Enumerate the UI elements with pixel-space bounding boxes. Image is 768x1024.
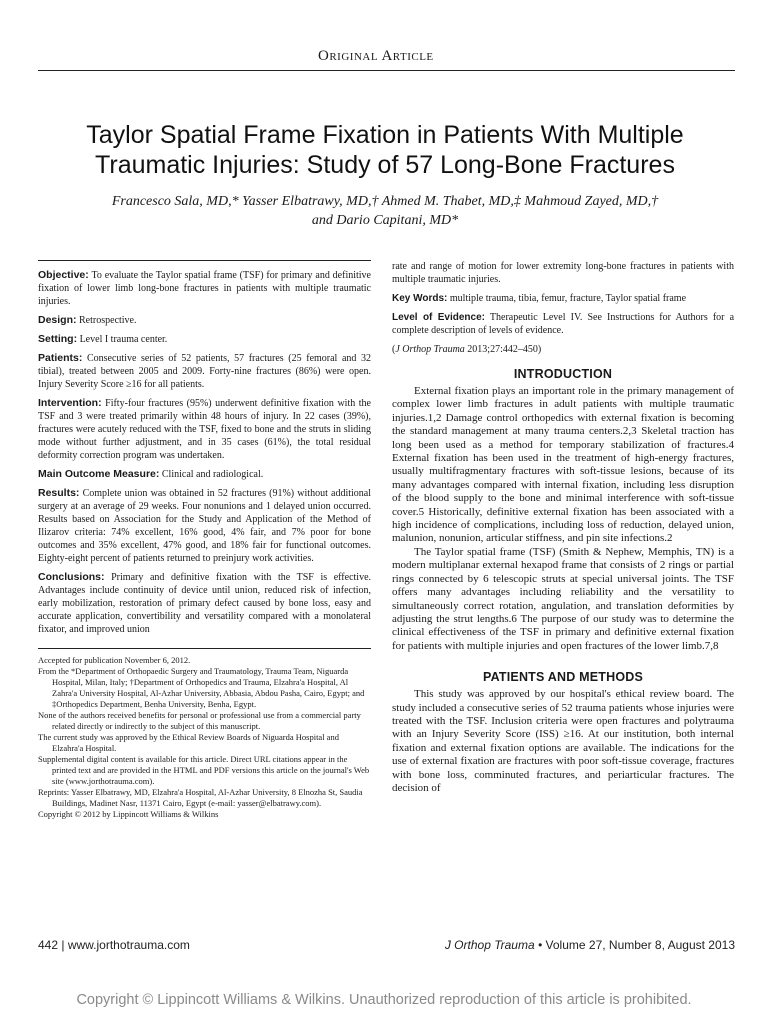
abstract-level: [392, 311, 734, 337]
footer-issue: Volume 27, Number 8, August 2013: [545, 938, 735, 952]
abstract-objective: [38, 269, 371, 308]
intervention-label: Intervention:: [38, 397, 102, 409]
intervention-text: Fifty-four fractures (95%) underwent definitive fixation with the TSF and 3 were treated primarily within 48 hours of injury. In 22 cases (39%), fractures were acutely reduced with the TSF, fixed to bone and the struts in sliding mode without further adjustment, and in 35 cases (61%), the total residual deformity correction program was undertaken.: [38, 398, 371, 461]
footnotes: [38, 655, 371, 820]
title-line-1: Taylor Spatial Frame Fixation in Patients With Multiple: [86, 121, 684, 149]
citation-rest: 2013;27:442–450): [464, 344, 542, 355]
footnote-conflicts: None of the authors received benefits for personal or professional use from a commercial party related directly or indirectly to the subject of this manuscript.: [38, 710, 361, 731]
introduction-heading: INTRODUCTION: [513, 367, 613, 381]
footer-journal: J Orthop Trauma: [444, 938, 535, 952]
abstract-continuation: rate and range of motion for lower extremity long-bone fractures in patients with multiple traumatic injuries.: [392, 261, 734, 285]
outcome-text: Clinical and radiological.: [161, 469, 264, 480]
results-label: Results:: [38, 487, 80, 499]
citation-journal: J Orthop Trauma: [395, 344, 465, 355]
design-text: Retrospective.: [79, 315, 137, 326]
methods-paragraph-1: This study was approved by our hospital's ethical review board. The study included a consecutive series of 52 trauma patients whose injuries were treated with the TSF. Inclusion criteria were open fractures and polytrauma with an Injury Severity Score (ISS) ≥16. At our institution, both internal fixation and external fixation options are available. The indications for the use of external fixation are fractures with poor soft-tissue coverage, fractures with bone loss, comminuted fractures, and periarticular fractures. The decision of: [392, 688, 734, 794]
footnote-supplemental: Supplemental digital content is available for this article. Direct URL citations appear in the printed text and are provided in the HTML and PDF versions this article on the journal's Web site (www.jorthotrauma.com).: [38, 754, 370, 786]
abstract-box: [38, 260, 371, 649]
conclusions-text: Primary and definitive fixation with the TSF is effective. Advantages include continuity of device until union, reduced risk of infection, early mobilization, restoration of primary defect caused by bone loss, easy and accurate application, convertibility and versatility compared with a monolateral fixator, and improved union: [38, 572, 372, 635]
abstract-keywords: [392, 292, 734, 305]
abstract-citation: (J Orthop Trauma 2013;27:442–450): [392, 344, 542, 355]
introduction-paragraph-1: External fixation plays an important role in the primary management of complex lower limb fractures in adult patients with multiple traumatic injuries.1,2 Damage control orthopedics with external fixation is becoming the standard management at many trauma centers.2,3 Skeletal traction has long been used as a method for temporary stabilization of fractures.4 External fixation has been used in the treatment of high-energy fractures, usually multifragmentary fractures with soft-tissue lesions, because of its many advantages compared with internal fixation, including less disruption of the blood supply to the bone and minimal interference with soft-tissue cover.5 Historically, definitive external fixation has been associated with a high incidence of complications, including loss of reduction, delayed union, malunion, nonunion, articular stiffness, and pin site infections.2: [392, 385, 734, 545]
setting-text: Level I trauma center.: [79, 334, 168, 345]
keywords-label: Key Words:: [392, 293, 448, 304]
abstract-outcome: [38, 468, 371, 481]
level-text: Therapeutic Level IV. See Instructions for Authors for a complete description of levels of evidence.: [392, 312, 735, 336]
page-number: 442: [38, 938, 59, 952]
keywords-text: multiple trauma, tibia, femur, fracture, Taylor spatial frame: [449, 293, 687, 304]
abstract-patients: [38, 352, 371, 391]
methods-heading: PATIENTS AND METHODS: [482, 670, 644, 685]
conclusions-label: Conclusions:: [38, 571, 105, 583]
abstract-results: [38, 487, 371, 565]
abstract-intervention: [38, 397, 371, 462]
introduction-paragraph-2: The Taylor spatial frame (TSF) (Smith & Nephew, Memphis, TN) is a modern multiplanar external hexapod frame that consists of 2 rings or partial rings connected by 6 telescopic struts at special universal joints. The TSF offers many advantages including reliability and the versatility to simultaneously correct rotation, angulation, and translation deformities by adjusting the strut lengths.6 The purpose of our study was to determine the clinical effectiveness of the TSF in primary and definitive external fixation for patients with multiple injuries and open fractures of the lower limb.7,8: [392, 545, 734, 652]
objective-text: To evaluate the Taylor spatial frame (TSF) for primary and definitive fixation of lower limb long-bone fractures in patients with multiple traumatic injuries.: [38, 270, 371, 307]
abstract-design: [38, 314, 371, 327]
methods-body: [392, 688, 734, 795]
footnote-reprints: Reprints: Yasser Elbatrawy, MD, Elzahra'a Hospital, Al-Azhar University, 8 Elnozha St, Saudia Buildings, Madinet Nasr, 11371 Cairo, Egypt (e-mail: yasser@elbatrawy.com).: [38, 787, 363, 808]
footnote-ethics: The current study was approved by the Ethical Review Boards of Niguarda Hospital and Elzahra'a Hospital.: [38, 732, 339, 753]
introduction-body: [392, 385, 734, 653]
copyright-notice: Copyright © Lippincott Williams & Wilkins. Unauthorized reproduction of this article is prohibited.: [76, 992, 692, 1008]
abstract-conclusions: [38, 571, 371, 636]
footnote-copyright: Copyright © 2012 by Lippincott Williams & Wilkins: [38, 809, 219, 819]
left-column: [38, 260, 371, 820]
footer-left: [38, 938, 190, 952]
right-column: [392, 260, 734, 795]
section-header: Original Article: [318, 48, 434, 64]
article-title: [40, 120, 730, 180]
outcome-label: Main Outcome Measure:: [38, 468, 160, 480]
patients-label: Patients:: [38, 352, 83, 364]
results-text: Complete union was obtained in 52 fractures (91%) without additional surgery at an average of 29 weeks. Four nonunions and 1 delayed union occurred. Results based on Association for the Study and Application of the Method of Ilizarov criteria: 74% excellent, 16% good, 4% fair, and 7% poor for bone outcomes and 35% excellent, 47% good, and 18% fair for functional outcomes. Eighty-eight percent of patients returned to preinjury work activities.: [38, 488, 372, 564]
design-label: Design:: [38, 314, 77, 326]
level-label: Level of Evidence:: [392, 312, 485, 323]
author-list: [40, 192, 730, 230]
footnote-affiliations: From the *Department of Orthopaedic Surgery and Traumatology, Trauma Team, Niguarda Hospital, Milan, Italy; †Department of Orthopedics and Trauma, Elzahra'a Hospital, Al Zahra'a University Hospital, Al-Azhar University, Abbasia, Abdou Pasha, Cairo, Egypt; and ‡Orthopedics Department, Benha University, Benha, Egypt.: [38, 666, 365, 709]
authors-line-1: Francesco Sala, MD,* Yasser Elbatrawy, MD,† Ahmed M. Thabet, MD,‡ Mahmoud Zayed, MD,†: [111, 194, 659, 209]
patients-text: Consecutive series of 52 patients, 57 fractures (25 femoral and 32 tibial), treated between 2005 and 2009. Forty-nine fractures (86%) were open. Injury Severity Score ≥16 for all patients.: [38, 353, 371, 390]
journal-website-link[interactable]: www.jorthotrauma.com: [67, 938, 190, 952]
header-rule: [38, 70, 735, 71]
footer-separator: |: [61, 938, 65, 952]
footnote-accepted: Accepted for publication November 6, 2012.: [38, 655, 191, 665]
setting-label: Setting:: [38, 333, 78, 345]
objective-label: Objective:: [38, 269, 89, 281]
abstract-setting: [38, 333, 371, 346]
authors-line-2: and Dario Capitani, MD*: [311, 213, 459, 228]
footer-right: J Orthop Trauma • Volume 27, Number 8, August 2013: [444, 938, 735, 952]
title-line-2: Traumatic Injuries: Study of 57 Long-Bone Fractures: [95, 151, 675, 179]
